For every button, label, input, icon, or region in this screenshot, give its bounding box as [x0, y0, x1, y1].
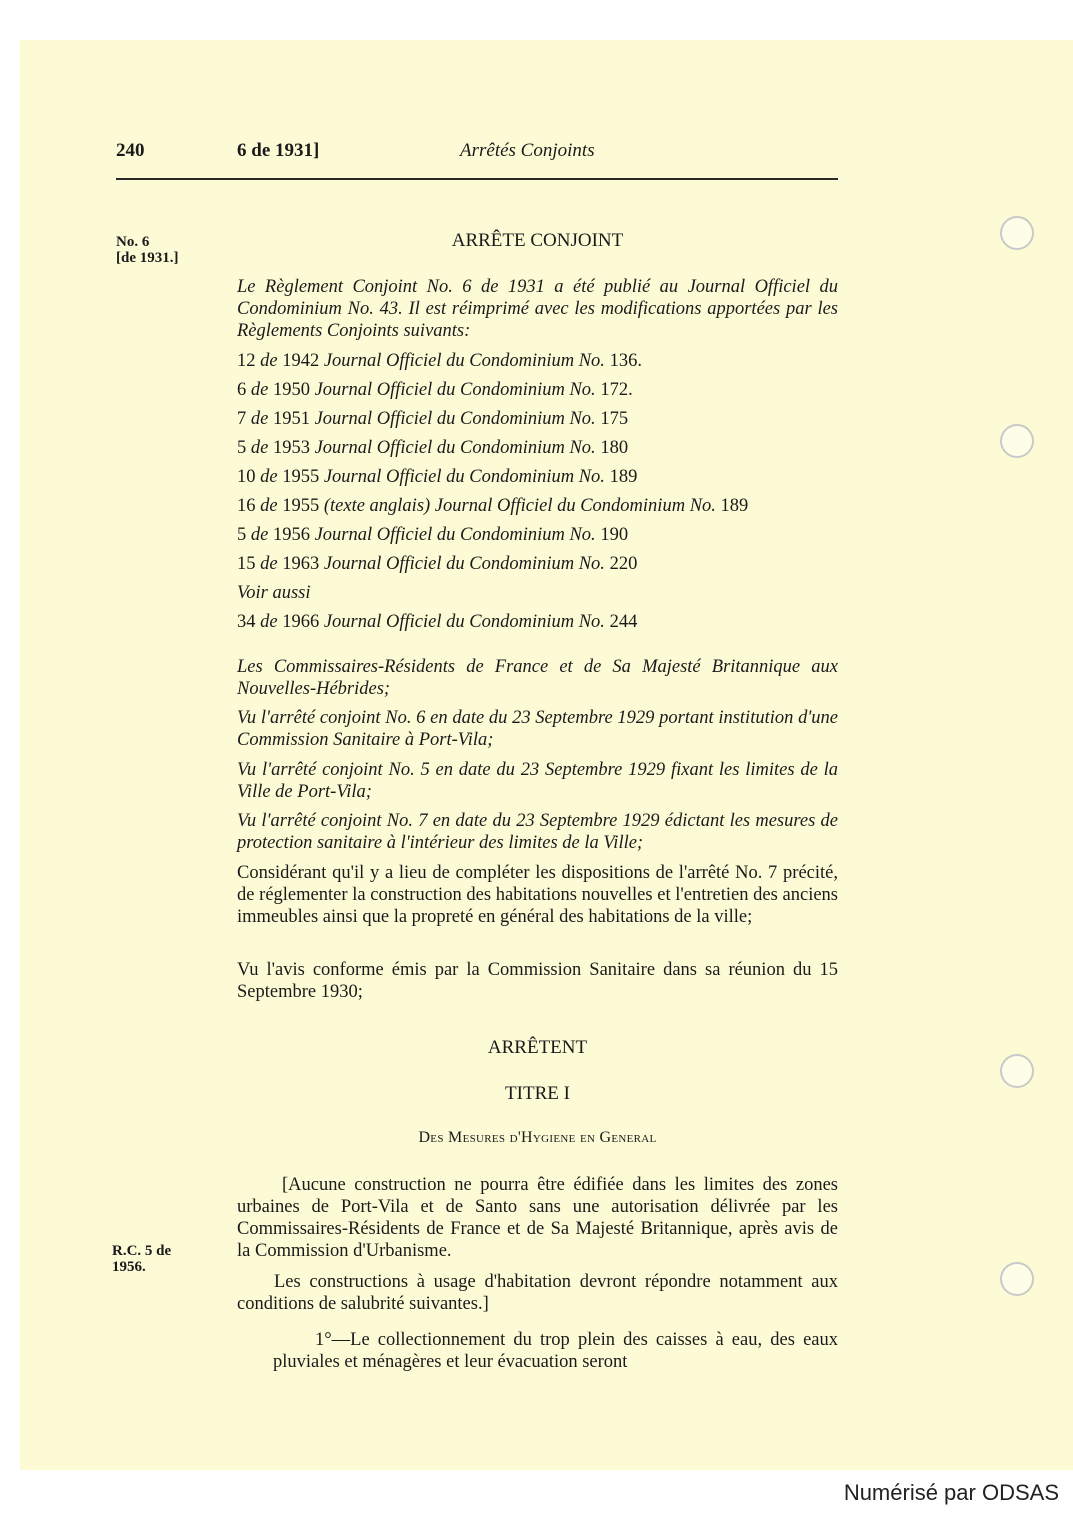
- amendment-issue: 180: [600, 438, 629, 458]
- preamble-considerant: Considérant qu'il y a lieu de compléter les dispositions de l'arrêté No. 7 précité, de réglementer la construction des habitations nouvelles et l'entretien des anciens immeubles ainsi que la propreté en général des habitations de la ville;: [237, 863, 838, 927]
- header-rule: [116, 178, 838, 180]
- intro-paragraph: Le Règlement Conjoint No. 6 de 1931 a été publié au Journal Officiel du Condominium No. 43. Il est réimprimé avec les modifications apportées par les Règlements Conjoints suivants:: [237, 277, 838, 341]
- amendment-year: 1951: [272, 409, 310, 429]
- margin-note-rc-line2: 1956.: [112, 1259, 146, 1275]
- amendment-no: No.: [578, 554, 605, 574]
- amendment-journal: Journal Officiel du Condominium: [323, 554, 575, 574]
- preamble-vu-3: Vu l'arrêté conjoint No. 7 en date du 23 Septembre 1929 édictant les mesures de protection sanitaire à l'intérieur des limites de la Ville;: [237, 811, 838, 853]
- amendment-journal: Journal Officiel du Condominium: [323, 351, 575, 371]
- amendment-num: 5: [237, 438, 247, 458]
- see-also-de: de: [260, 612, 278, 632]
- amendment-num: 5: [237, 525, 247, 545]
- amendment-issue: 175: [600, 409, 629, 429]
- document-title: ARRÊTE CONJOINT: [451, 230, 624, 251]
- amendment-journal: Journal Officiel du Condominium: [314, 380, 565, 400]
- amendment-item: [237, 553, 748, 582]
- amendment-num: 10: [237, 467, 256, 487]
- amendment-item: [237, 350, 748, 379]
- amendment-no: No.: [569, 525, 596, 545]
- margin-note-year: [de 1931.]: [116, 250, 179, 266]
- amendment-issue: 220: [609, 554, 638, 574]
- amendment-journal: Journal Officiel du Condominium: [314, 409, 565, 429]
- preamble-vu-2: Vu l'arrêté conjoint No. 5 en date du 23 Septembre 1929 fixant les limites de la Ville de Port-Vila;: [237, 760, 838, 802]
- amendment-year: 1950: [272, 380, 310, 400]
- binder-hole-icon: [1000, 1054, 1034, 1088]
- amendment-num: 6: [237, 380, 247, 400]
- margin-note-rc: [112, 1243, 171, 1275]
- amendment-no: No.: [569, 380, 596, 400]
- amendment-item: [237, 524, 748, 553]
- amendment-journal: Journal Officiel du Condominium: [323, 467, 575, 487]
- amendment-issue: 172.: [600, 380, 633, 400]
- amendment-year: 1953: [272, 438, 310, 458]
- margin-note-number: [116, 234, 179, 266]
- amendment-num: 12: [237, 351, 256, 371]
- amendment-no: No.: [578, 467, 605, 487]
- amendment-journal: Journal Officiel du Condominium: [314, 438, 565, 458]
- see-also-item: [237, 611, 748, 640]
- preamble-vu-1: Vu l'arrêté conjoint No. 6 en date du 23 Septembre 1929 portant institution d'une Commission Sanitaire à Port-Vila;: [237, 708, 838, 750]
- watermark-text: Numérisé par ODSAS: [843, 1480, 1059, 1505]
- running-title: Arrêtés Conjoints: [460, 140, 595, 161]
- binder-hole-icon: [1000, 1262, 1034, 1296]
- amendments-list: [237, 350, 748, 640]
- see-also-no: No.: [578, 612, 605, 632]
- see-also-year: 1966: [282, 612, 320, 632]
- amendment-year: 1955: [282, 496, 320, 516]
- amendment-year: 1963: [282, 554, 320, 574]
- item-1: 1°—Le collectionnement du trop plein des caisses à eau, des eaux pluviales et ménagères et leur évacuation seront: [273, 1330, 838, 1372]
- page-number: 240: [116, 140, 145, 161]
- amendment-de: de: [260, 496, 278, 516]
- amendment-de: de: [260, 467, 278, 487]
- amendment-no: No.: [569, 409, 596, 429]
- amendment-item: [237, 437, 748, 466]
- amendment-item: [237, 495, 748, 524]
- titre-heading: TITRE I: [505, 1083, 570, 1104]
- amendment-no: No.: [578, 351, 605, 371]
- section-heading: Des Mesures d'Hygiene en General: [418, 1129, 657, 1146]
- amendment-journal: (texte anglais) Journal Officiel du Condominium: [323, 496, 686, 516]
- see-also-journal: Journal Officiel du Condominium: [323, 612, 575, 632]
- amendment-year: 1955: [282, 467, 320, 487]
- amendment-num: 16: [237, 496, 256, 516]
- amendment-issue: 189: [609, 467, 638, 487]
- paragraph-salubrite: Les constructions à usage d'habitation devront répondre notamment aux conditions de salubrité suivantes.]: [237, 1272, 838, 1314]
- binder-hole-icon: [1000, 216, 1034, 250]
- amendment-de: de: [250, 438, 269, 458]
- amendment-num: 15: [237, 554, 256, 574]
- amendment-issue: 136.: [609, 351, 642, 371]
- header-reference: 6 de 1931]: [237, 140, 320, 161]
- amendment-de: de: [250, 380, 269, 400]
- margin-note-no: No. 6: [116, 234, 150, 250]
- amendment-item: [237, 466, 748, 495]
- paragraph-construction: [Aucune construction ne pourra être édifiée dans les limites des zones urbaines de Port-Vila et de Santo sans une autorisation délivrée par les Commissaires-Résidents de France et de Sa Majesté Britannique, après avis de la Commission d'Urbanisme.: [237, 1175, 838, 1261]
- preamble-vu-avis: Vu l'avis conforme émis par la Commission Sanitaire dans sa réunion du 15 Septembre 1930;: [237, 960, 838, 1002]
- amendment-year: 1942: [282, 351, 320, 371]
- amendment-year: 1956: [272, 525, 310, 545]
- amendment-de: de: [250, 409, 269, 429]
- amendment-journal: Journal Officiel du Condominium: [314, 525, 565, 545]
- amendment-de: de: [250, 525, 269, 545]
- voir-aussi: Voir aussi: [237, 583, 311, 603]
- amendment-num: 7: [237, 409, 247, 429]
- amendment-item: [237, 379, 748, 408]
- arretent-heading: ARRÊTENT: [487, 1037, 588, 1058]
- margin-note-rc-line1: R.C. 5 de: [112, 1243, 172, 1259]
- see-also-issue: 244: [609, 612, 638, 632]
- amendment-de: de: [260, 554, 278, 574]
- see-also-num: 34: [237, 612, 256, 632]
- amendment-issue: 190: [600, 525, 629, 545]
- preamble-commissioners: Les Commissaires-Résidents de France et de Sa Majesté Britannique aux Nouvelles-Hébrides;: [237, 657, 838, 699]
- amendment-de: de: [260, 351, 278, 371]
- amendment-no: No.: [569, 438, 596, 458]
- amendment-no: No.: [689, 496, 716, 516]
- binder-hole-icon: [1000, 424, 1034, 458]
- amendment-item: [237, 408, 748, 437]
- amendment-issue: 189: [720, 496, 749, 516]
